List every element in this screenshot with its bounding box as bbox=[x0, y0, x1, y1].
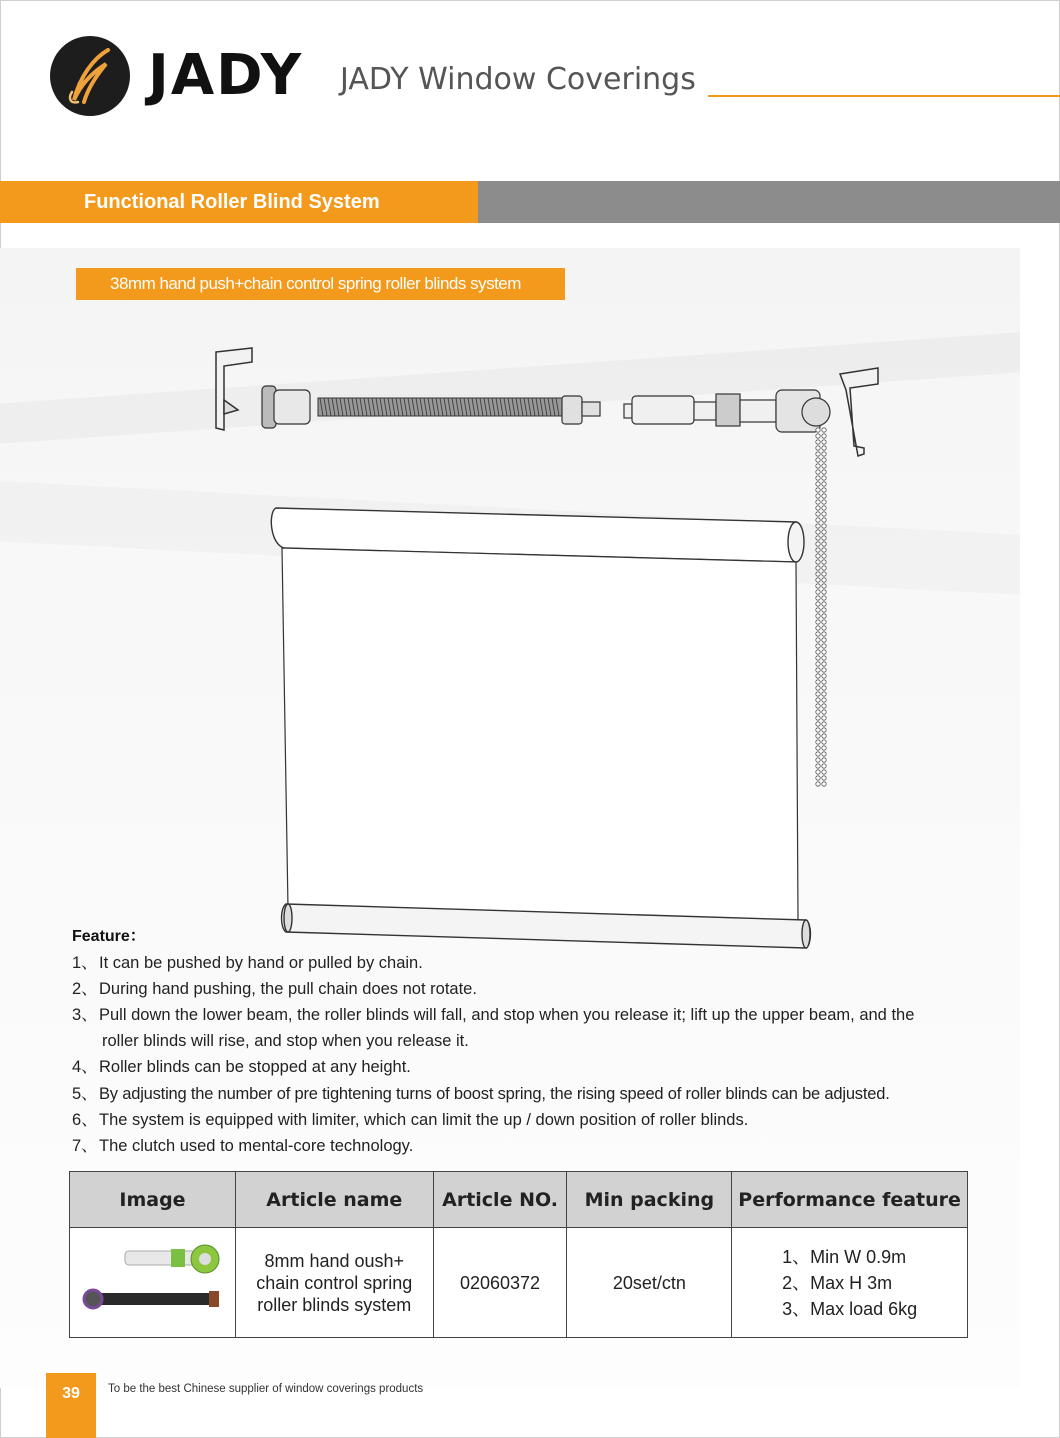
left-bracket bbox=[216, 348, 252, 430]
pull-chain bbox=[816, 428, 826, 786]
section-bar bbox=[0, 181, 1060, 223]
spec-table bbox=[69, 1171, 968, 1338]
product-thumbnail-cell bbox=[70, 1228, 236, 1338]
header-article-no: Article NO. bbox=[433, 1172, 567, 1228]
min-packing-cell: 20set/ctn bbox=[567, 1228, 732, 1338]
feature-item: 7、The clutch used to mental-core technology. bbox=[72, 1137, 414, 1155]
header-min-packing: Min packing bbox=[567, 1172, 732, 1228]
product-subtitle: 38mm hand push+chain control spring roller blinds system bbox=[110, 274, 521, 293]
company-name: JADY Window Coverings bbox=[340, 62, 696, 97]
header-article-name: Article name bbox=[235, 1172, 433, 1228]
section-title: Functional Roller Blind System bbox=[84, 191, 380, 213]
product-thumbnail bbox=[77, 1235, 227, 1325]
page-number: 39 bbox=[62, 1385, 80, 1402]
feature-item: 6、The system is equipped with limiter, which can limit the up / down position of roller blinds. bbox=[72, 1111, 749, 1129]
features-heading: Feature： bbox=[72, 928, 146, 945]
performance-cell: 1、Min W 0.9m 2、Max H 3m 3、Max load 6kg bbox=[732, 1228, 968, 1338]
feature-item: 1、It can be pushed by hand or pulled by chain. bbox=[72, 954, 423, 972]
left-end-cap bbox=[262, 386, 310, 428]
spring-end bbox=[562, 396, 600, 424]
feature-item: 3、Pull down the lower beam, the roller blinds will fall, and stop when you release it; lift up the upper beam, and the bbox=[72, 1006, 915, 1024]
right-bracket bbox=[840, 368, 878, 456]
feature-item-continued: roller blinds will rise, and stop when you release it. bbox=[102, 1032, 469, 1050]
feature-item: 2、During hand pushing, the pull chain does not rotate. bbox=[72, 980, 477, 998]
header-image: Image bbox=[70, 1172, 236, 1228]
article-no-cell: 02060372 bbox=[433, 1228, 567, 1338]
page-number-tab bbox=[46, 1373, 96, 1438]
article-name-cell: 8mm hand oush+ chain control spring roller blinds system bbox=[235, 1228, 433, 1338]
header-rule bbox=[708, 95, 1060, 97]
product-subtitle-box bbox=[76, 268, 565, 300]
feature-item: 5、 By adjusting the number of pre tightening turns of boost spring, the rising speed of roller blinds can be adjusted. bbox=[72, 1085, 890, 1103]
table-row bbox=[70, 1228, 968, 1338]
footer-tagline: To be the best Chinese supplier of window coverings products bbox=[108, 1383, 424, 1395]
header-performance: Performance feature bbox=[732, 1172, 968, 1228]
table-header-row bbox=[70, 1172, 968, 1228]
feature-item: 4、Roller blinds can be stopped at any height. bbox=[72, 1058, 411, 1076]
blind-fabric bbox=[282, 548, 798, 920]
jady-logo bbox=[50, 36, 130, 116]
feather-icon bbox=[50, 36, 130, 116]
spring bbox=[318, 398, 562, 416]
roller-blind-diagram bbox=[200, 330, 900, 960]
clutch-assembly bbox=[624, 390, 830, 432]
brand-name: JADY bbox=[148, 43, 304, 108]
